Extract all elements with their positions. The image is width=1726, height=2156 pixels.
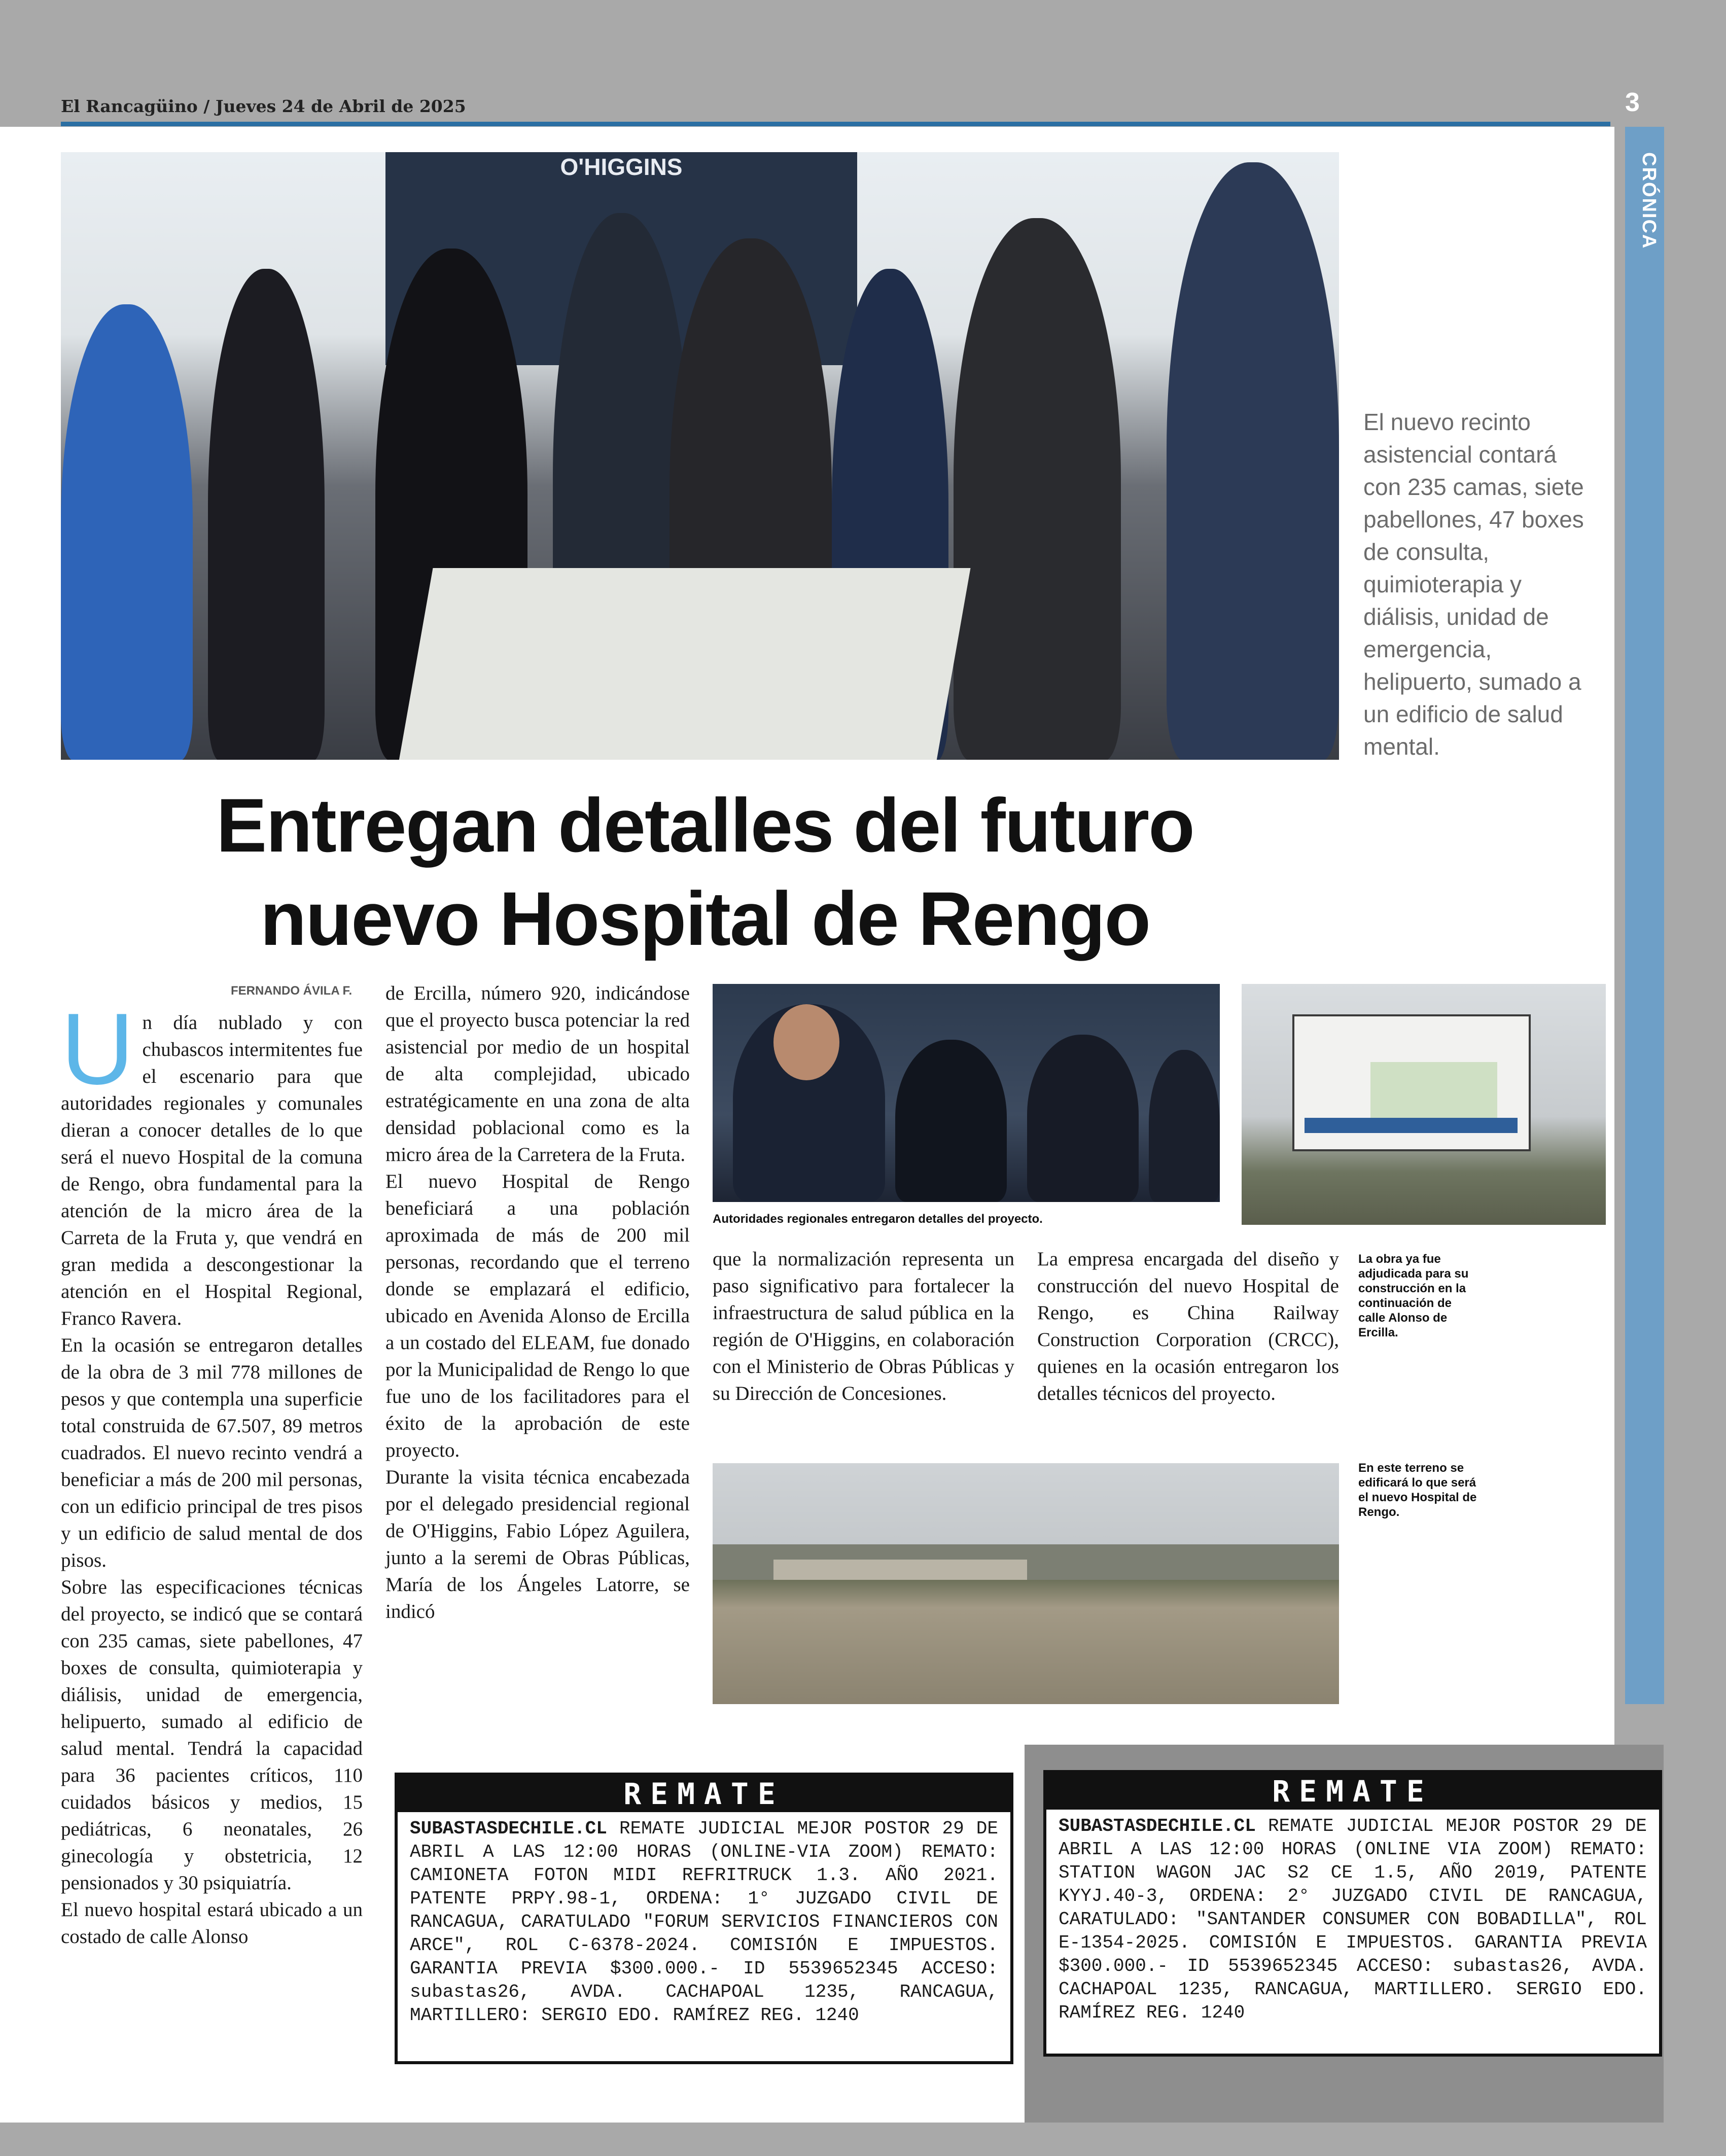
remate-notice-2: [1043, 1770, 1662, 2057]
section-strip: [1625, 127, 1664, 1704]
article-paragraph: El nuevo Hospital de Rengo beneficiará a una población aproximada de más de 200 mil personas, recordando que el terreno donde se emplazará el edificio, ubicado en Avenida Alonso de Ercilla a un costado del ELEAM, fue donado por la Municipalidad de Rengo lo que fue uno de los facilitadores para el éxito de la aprobación de este proyecto.: [385, 1171, 690, 1461]
article-paragraph: de Ercilla, número 920, indicándose que el proyecto busca potenciar la red asistencial por medio de un hospital de alta complejidad, ubicado estratégicamente en una zona de alta densidad poblacional como es la micro área de la Carretera de la Fruta.: [385, 982, 690, 1165]
remate-text: REMATE JUDICIAL MEJOR POSTOR 29 DE ABRIL A LAS 12:00 HORAS (ONLINE VIA ZOOM) REMATO: STATION WAGON JAC S2 CE 1.5, AÑO 2019, PATENTE KYYJ.40-3, ORDENA: 2° JUZGADO CIVIL DE RANCAGUA, CARATULADO: "SANTANDER CONSUMER CON BOBADILLA", ROL E-1354-2025. COMISIÓN E IMPUESTOS. GARANTIA PREVIA $300.000.- ID 5539652345 ACCESO: subastas26, AVDA. CACHAPOAL 1235, RANCAGUA, MARTILLERO. SERGIO EDO. RAMÍREZ REG. 1240: [1059, 1816, 1647, 2023]
person-figure: [208, 269, 325, 760]
article-paragraph: La empresa encargada del diseño y construcción del nuevo Hospital de Rengo, es China Railway Construction Corporation (CRCC), quienes en la ocasión entregaron los detalles técnicos del proyecto.: [1037, 1248, 1339, 1404]
article-column-3: [713, 1246, 1014, 1407]
podium-photo: [713, 984, 1220, 1202]
header-rule: [61, 122, 1610, 126]
page-number: 3: [1625, 88, 1640, 117]
headline-line-1: Entregan detalles del futuro: [216, 783, 1194, 868]
remate-body: [1046, 1810, 1659, 2030]
person-face: [773, 1004, 839, 1080]
vacant-lot-caption: En este terreno se edificará lo que será el nuevo Hospital de Rengo.: [1358, 1461, 1477, 1519]
article-paragraph: que la normalización representa un paso significativo para fortalecer la infraestructura de salud pública en la región de O'Higgins, en colaboración con el Ministerio de Obras Públicas y su Dirección de Concesiones.: [713, 1248, 1014, 1404]
remate-notice-1: [395, 1773, 1013, 2064]
publication-dateline: El Rancagüino / Jueves 24 de Abril de 2025: [61, 96, 466, 116]
section-label: CRÓNICA: [1638, 152, 1660, 250]
article-paragraph: Durante la visita técnica encabezada por el delegado presidencial regional de O'Higgins, Fabio López Aguilera, junto a la seremi de Obras Públicas, María de los Ángeles Latorre, se indicó: [385, 1466, 690, 1622]
remate-title: REMATE: [1046, 1773, 1659, 1810]
hero-photo: [61, 152, 1339, 760]
perimeter-wall: [773, 1560, 1027, 1580]
remate-site: SUBASTASDECHILE.CL: [1059, 1816, 1256, 1836]
article-paragraph: En la ocasión se entregaron detalles de la obra de 3 mil 778 millones de pesos y que contempla una superficie total construida de 67.507, 89 metros cuadrados. El nuevo recinto vendrá a beneficiar a más de 200 mil personas, con un edificio principal de tres pisos y un edificio de salud mental de dos pisos.: [61, 1334, 363, 1571]
remate-body: [398, 1812, 1010, 2032]
article-column-1: [61, 993, 363, 1950]
article-paragraph: El nuevo hospital estará ubicado a un costado de calle Alonso: [61, 1899, 363, 1948]
person-figure: [954, 218, 1121, 760]
article-paragraph: [61, 993, 363, 1332]
podium-photo-caption: Autoridades regionales entregaron detalles del proyecto.: [713, 1212, 1043, 1226]
remate-title: REMATE: [398, 1776, 1010, 1812]
construction-sign-board: [1292, 1014, 1531, 1151]
person-figure: [1149, 1050, 1220, 1202]
article-lead-text: n día nublado y con chubascos intermitentes fue el escenario para que autoridades regionales y comunales dieran a conocer detalles de lo que será el nuevo Hospital de la comuna de Rengo, obra fundamental para la atención de la micro área de la Carreta de la Fruta y, que vendrá en gran medida a descongestionar la atención en el Hospital Regional, Franco Ravera.: [61, 1012, 363, 1329]
hero-photo-caption: El nuevo recinto asistencial contará con 235 camas, siete pabellones, 47 boxes de consulta, quimioterapia y diálisis, unidad de emergencia, helipuerto, sumado a un edificio de salud mental.: [1363, 409, 1584, 760]
person-figure: [895, 1040, 1007, 1202]
headline-line-2: nuevo Hospital de Rengo: [260, 876, 1150, 961]
article-column-2: [385, 980, 690, 1625]
person-figure: [1027, 1035, 1139, 1202]
article-byline: FERNANDO ÁVILA F.: [231, 984, 353, 998]
remate-site: SUBASTASDECHILE.CL: [410, 1818, 607, 1839]
sign-map-graphic: [1370, 1062, 1497, 1118]
hero-banner-text: O'HIGGINS: [560, 154, 683, 180]
article-headline: [61, 779, 1349, 965]
person-figure: [61, 304, 193, 760]
sign-photo-caption: La obra ya fue adjudicada para su construcción en la continuación de calle Alonso de Ercilla.: [1358, 1252, 1469, 1339]
drop-cap: U: [61, 993, 134, 1106]
vacant-lot-photo: [713, 1463, 1339, 1704]
remate-text: REMATE JUDICIAL MEJOR POSTOR 29 DE ABRIL A LAS 12:00 HORAS (ONLINE-VIA ZOOM) REMATO: CAMIONETA FOTON MIDI REFRITRUCK 1.3. AÑO 2021. PATENTE PRPY.98-1, ORDENA: 1° JUZGADO CIVIL DE RANCAGUA, CARATULADO "FORUM SERVICIOS FINANCIEROS CON ARCE", ROL C-6378-2024. COMISIÓN E IMPUESTOS. GARANTIA PREVIA $300.000.- ID 5539652345 ACCESO: subastas26, AVDA. CACHAPOAL 1235, RANCAGUA, MARTILLERO: SERGIO EDO. RAMÍREZ REG. 1240: [410, 1818, 998, 2026]
construction-sign-photo: [1242, 984, 1606, 1225]
article-column-4: [1037, 1246, 1339, 1407]
person-figure: [1167, 162, 1339, 760]
sign-info-bar: [1305, 1118, 1518, 1133]
hero-photo-site-plan: [399, 568, 970, 760]
article-paragraph: Sobre las especificaciones técnicas del proyecto, se indicó que se contará con 235 camas, siete pabellones, 47 boxes de consulta, quimioterapia y diálisis, unidad de emergencia, helipuerto, sumado al edificio de salud mental. Tendrá la capacidad para 36 pacientes críticos, 110 cuidados básicos y medios, 15 pediátricas, 6 neonatales, 26 ginecología y obstetricia, 12 pensionados y 30 psiquiatría.: [61, 1576, 363, 1894]
